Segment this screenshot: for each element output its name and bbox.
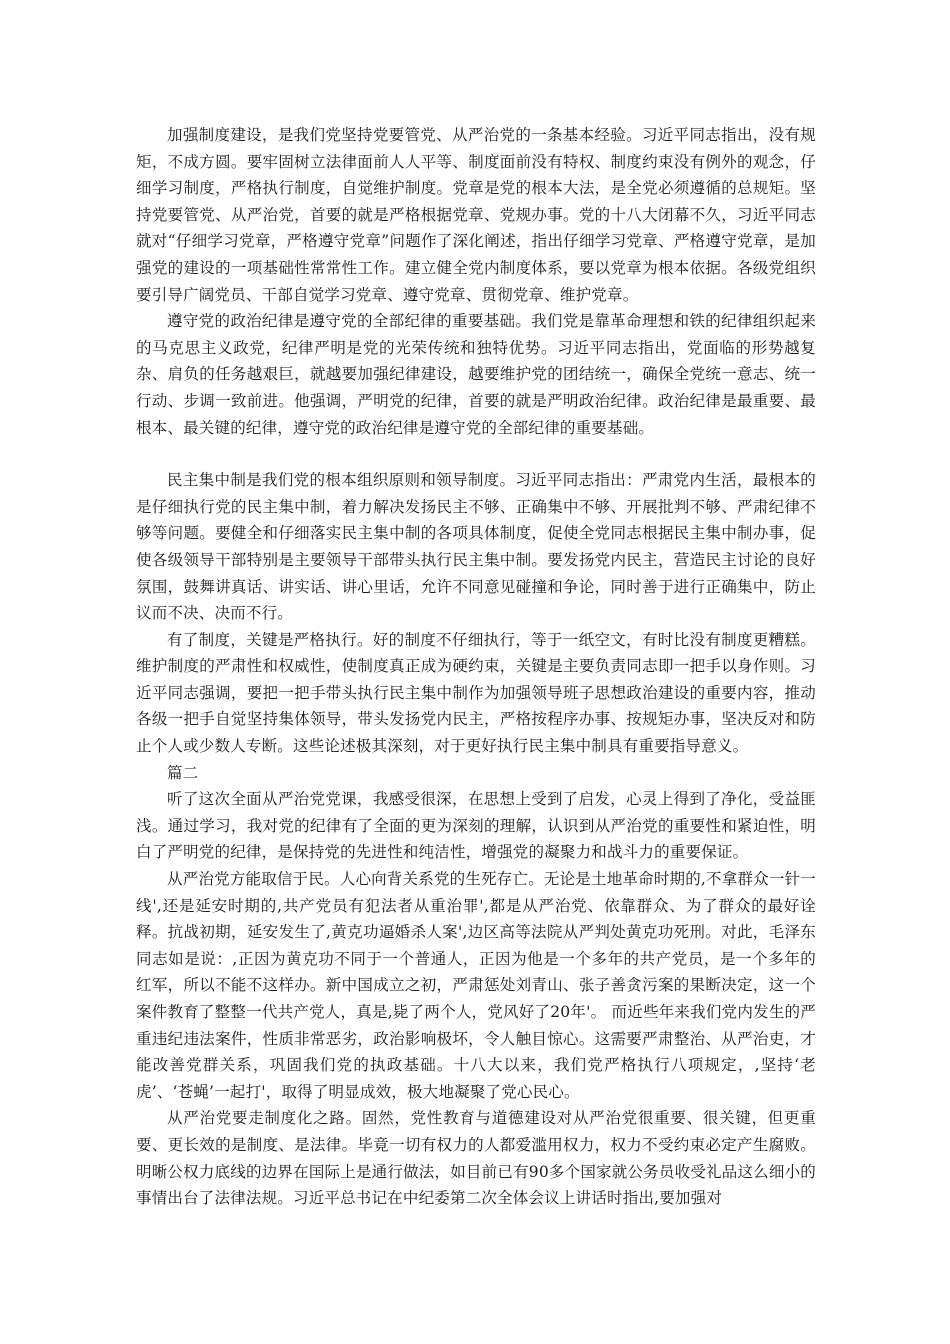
document-body	[136, 122, 816, 1212]
paragraph-trust-of-people: 从严治党方能取信于民。人心向背关系党的生死存亡。无论是土地革命时期的,不拿群众一针一线',还是延安时期的,共产党员有犯法者从重治罪',都是从严治党、依靠群众、为了群众的最好诠释。抗战初期，延安发生了,黄克功逼婚杀人案',边区高等法院从严判处黄克功死刑。对此，毛泽东同志如是说：,正因为黄克功不同于一个普通人，正因为他是一个多年的共产党员，是一个多年的红军，所以不能不这样办。新中国成立之初，严肃惩处刘青山、张子善贪污案的果断决定，这一个案件教育了整整一代共产党人，真是,毙了两个人，党风好了20年'。 而近些年来我们党内发生的严重违纪违法案件，性质非常恶劣，政治影响极坏，令人触目惊心。这需要严肃整治、从严治吏，才能改善党群关系，巩固我们党的执政基础。十八大以来，我们党严格执行八项规定，,坚持‘老虎’、‘苍蝇’一起打'，取得了明显成效，极大地凝聚了党心民心。	[136, 870, 816, 1101]
paragraph-strict-execution: 有了制度，关键是严格执行。好的制度不仔细执行，等于一纸空文，有时比没有制度更糟糕。维护制度的严肃性和权威性，使制度真正成为硬约束，关键是主要负责同志即一把手以身作则。习近平同志强调，要把一把手带头执行民主集中制作为加强领导班子思想政治建设的重要内容，推动各级一把手自觉坚持集体领导，带头发扬党内民主，严格按程序办事、按规矩办事，坚决反对和防止个人或少数人专断。这些论述极其深刻，对于更好执行民主集中制具有重要指导意义。	[136, 630, 816, 756]
paragraph-democratic-centralism: 民主集中制是我们党的根本组织原则和领导制度。习近平同志指出：严肃党内生活，最根本的是仔细执行党的民主集中制，着力解决发扬民主不够、正确集中不够、开展批判不够、严肃纪律不够等问题。要健全和仔细落实民主集中制的各项具体制度，促使全党同志根据民主集中制办事，促使各级领导干部特别是主要领导干部带头执行民主集中制。要发扬党内民主，营造民主讨论的良好氛围，鼓舞讲真话、讲实话、讲心里话，允许不同意见碰撞和争论，同时善于进行正确集中，防止议而不决、决而不行。	[136, 471, 816, 623]
section-heading: 篇二	[167, 763, 199, 782]
paragraph-lecture-reflection: 听了这次全面从严治党党课，我感受很深，在思想上受到了启发，心灵上得到了净化，受益匪浅。通过学习，我对党的纪律有了全面的更为深刻的理解，认识到从严治党的重要性和紧迫性，明白了严明党的纪律，是保持党的先进性和纯洁性，增强党的凝聚力和战斗力的重要保证。	[136, 790, 816, 862]
paragraph-institution-building: 加强制度建设，是我们党坚持党要管党、从严治党的一条基本经验。习近平同志指出，没有规矩，不成方圆。要牢固树立法律面前人人平等、制度面前没有特权、制度约束没有例外的观念，仔细学习制度，严格执行制度，自觉维护制度。党章是党的根本大法，是全党必须遵循的总规矩。坚持党要管党、从严治党，首要的就是严格根据党章、党规办事。党的十八大闭幕不久，习近平同志就对“仔细学习党章，严格遵守党章”问题作了深化阐述，指出仔细学习党章、严格遵守党章，是加强党的建设的一项基础性常常性工作。建立健全党内制度体系，要以党章为根本依据。各级党组织要引导广阔党员、干部自觉学习党章、遵守党章、贯彻党章、维护党章。	[136, 126, 816, 304]
paragraph-political-discipline: 遵守党的政治纪律是遵守党的全部纪律的重要基础。我们党是靠革命理想和铁的纪律组织起来的马克思主义政党，纪律严明是党的光荣传统和独特优势。习近平同志指出，党面临的形势越复杂、肩负的任务越艰巨，就越要加强纪律建设，越要维护党的团结统一，确保全党统一意志、统一行动、步调一致前进。他强调，严明党的纪律，首要的就是严明政治纪律。政治纪律是最重要、最根本、最关键的纪律，遵守党的政治纪律是遵守党的全部纪律的重要基础。	[136, 312, 816, 437]
paragraph-institutionalization: 从严治党要走制度化之路。固然，党性教育与道德建设对从严治党很重要、很关键，但更重要、更长效的是制度、是法律。毕竟一切有权力的人都爱滥用权力，权力不受约束必定产生腐败。明晰公权力底线的边界在国际上是通行做法，如目前已有90多个国家就公务员收受礼品这么细小的事情出台了法律法规。习近平总书记在中纪委第二次全体会议上讲话时指出,要加强对	[136, 1109, 816, 1208]
